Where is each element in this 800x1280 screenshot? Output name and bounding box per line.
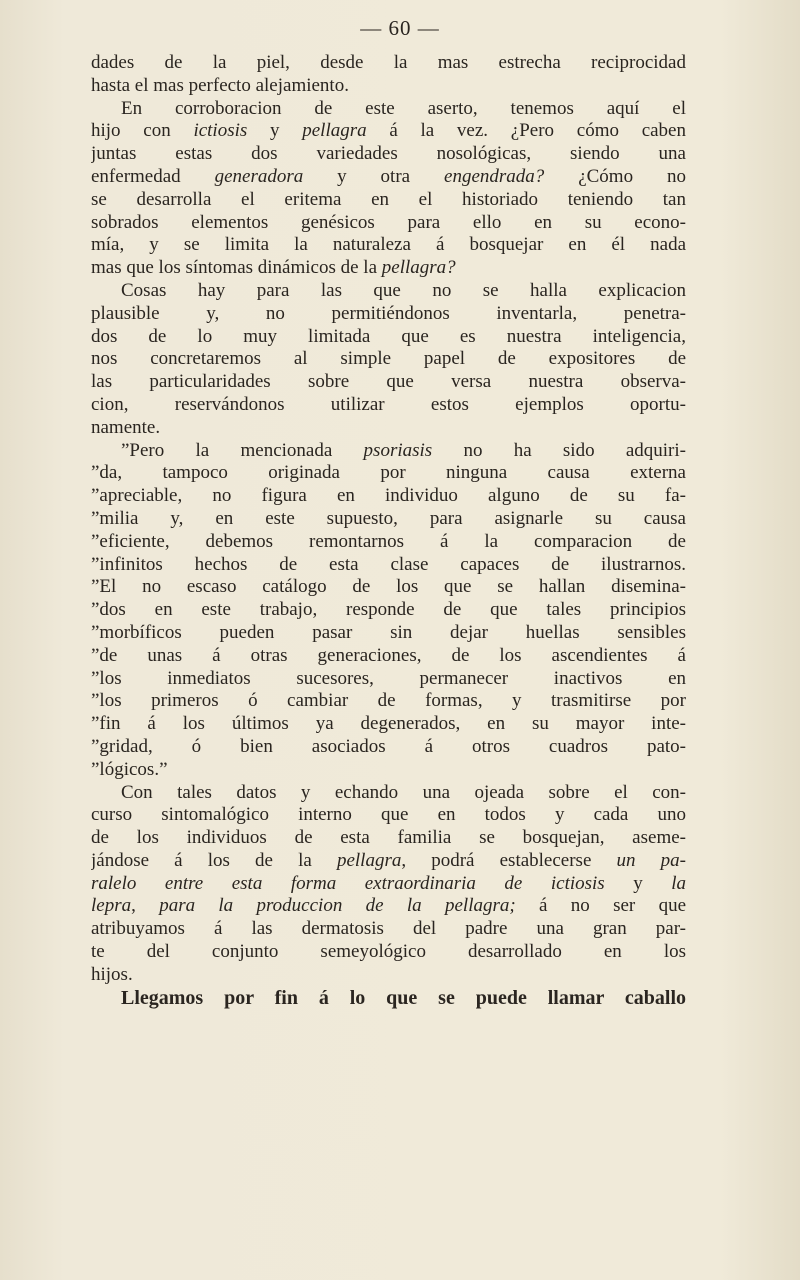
text-line: ”los inmediatos sucesores, permanecer inactivos en (91, 667, 686, 689)
text-line: ”El no escaso catálogo de los que se hallan disemina- (91, 576, 686, 598)
text-line: ”lógicos.” (91, 758, 168, 780)
text-line: ”Pero la mencionada psoriasis no ha sido adquiri- (121, 439, 686, 461)
text-line: jándose á los de la pellagra, podrá establecerse un pa- (91, 849, 686, 871)
text-line: Con tales datos y echando una ojeada sobre el con- (121, 781, 686, 803)
text-line: hijos. (91, 963, 133, 985)
text-line: lepra, para la produccion de la pellagra; á no ser que (91, 895, 686, 917)
text-line: nos concretaremos al simple papel de expositores de (91, 348, 686, 370)
text-line: ”da, tampoco originada por ninguna causa externa (91, 462, 686, 484)
text-line: juntas estas dos variedades nosológicas, siendo una (91, 143, 686, 165)
text-line: Llegamos por fin á lo que se puede llamar caballo (121, 986, 686, 1009)
text-line: ”infinitos hechos de esta clase capaces de ilustrarnos. (91, 553, 686, 575)
text-line: ”gridad, ó bien asociados á otros cuadros pato- (91, 735, 686, 757)
text-line: ”milia y, en este supuesto, para asignarle su causa (91, 507, 686, 529)
text-line: atribuyamos á las dermatosis del padre una gran par- (91, 918, 686, 940)
text-line: ”apreciable, no figura en individuo alguno de su fa- (91, 485, 686, 507)
text-line: Cosas hay para las que no se halla explicacion (121, 279, 686, 301)
text-line: se desarrolla el eritema en el historiado teniendo tan (91, 188, 686, 210)
page-number: — 60 — (360, 16, 440, 40)
text-line: ralelo entre esta forma extraordinaria de ictiosis y la (91, 872, 686, 894)
text-line: te del conjunto semeyológico desarrollado en los (91, 941, 686, 963)
text-line: mas que los síntomas dinámicos de la pellagra? (91, 257, 456, 279)
text-line: dos de lo muy limitada que es nuestra inteligencia, (91, 325, 686, 347)
text-line: ”los primeros ó cambiar de formas, y trasmitirse por (91, 690, 686, 712)
text-line: ”fin á los últimos ya degenerados, en su mayor inte- (91, 713, 686, 735)
text-line: hijo con ictiosis y pellagra á la vez. ¿Pero cómo caben (91, 120, 686, 142)
text-line: En corroboracion de este aserto, tenemos aquí el (121, 97, 686, 119)
text-line: ”de unas á otras generaciones, de los ascendientes á (91, 644, 686, 666)
text-line: hasta el mas perfecto alejamiento. (91, 74, 349, 96)
text-line: curso sintomalógico interno que en todos y cada uno (91, 804, 686, 826)
text-line: ”eficiente, debemos remontarnos á la comparacion de (91, 530, 686, 552)
text-line: sobrados elementos genésicos para ello en su econo- (91, 211, 686, 233)
text-line: namente. (91, 416, 161, 438)
text-line: las particularidades sobre que versa nuestra observa- (91, 371, 686, 393)
text-line: dades de la piel, desde la mas estrecha reciprocidad (91, 52, 686, 73)
text-line: ”morbíficos pueden pasar sin dejar huellas sensibles (91, 621, 686, 643)
text-line: enfermedad generadora y otra engendrada? ¿Cómo no (91, 165, 686, 187)
text-line: ”dos en este trabajo, responde de que tales principios (91, 599, 686, 621)
text-line: mía, y se limita la naturaleza á bosquejar en él nada (91, 234, 686, 256)
body-text (91, 52, 686, 1009)
text-line: cion, reservándonos utilizar estos ejemplos oportu- (91, 393, 686, 415)
text-line: plausible y, no permitiéndonos inventarla, penetra- (91, 302, 686, 324)
text-line: de los individuos de esta familia se bosquejan, aseme- (91, 827, 686, 849)
